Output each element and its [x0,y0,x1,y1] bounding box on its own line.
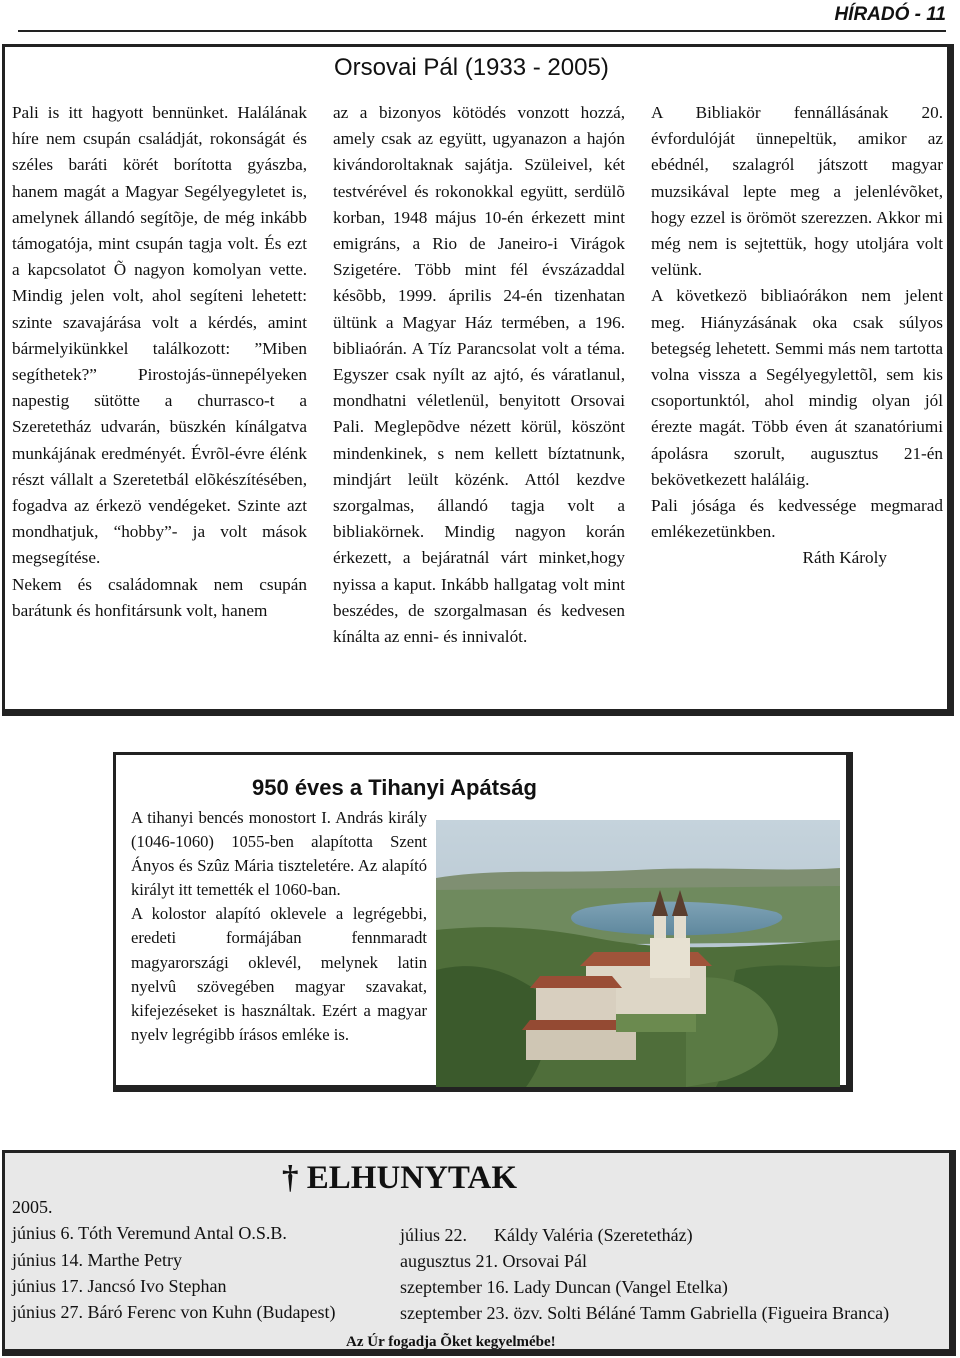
deaths-entry: június 27. Báró Ferenc von Kuhn (Budapest) [12,1302,336,1322]
paragraph: Pali is itt hagyott bennünket. Halálának híre nem csupán családját, rokonságát és széles baráti körét borította gyászba, hanem magát a Magyar Segélyegyletet is, amelynek állandó segítõje, de még inkább támogatója, mint csupán tagja volt. És ezt a kapcsolatot Õ nagyon komolyan vette. Mindig jelen volt, ahol segíteni lehetett: szinte szavajárása volt a kérdés, amint bármelyikünkkel találkozott: ”Miben segíthetek?” Pirostojás-ünnepélyeken napestig sütötte a churrasco-t a Szeretetház udvarán, büszkén kínálgatva munkájának eredményét. Évrõl-évre élénk részt vállalt a Szeretetbál elõkészítésében, fogadva az érkezö vendégeket. Szinte azt mondhatjuk, “hobby”- ja volt mások megsegítése. [12,103,307,568]
obituary-column-1 [12,100,307,624]
abbey-photo [436,820,840,1087]
signature: Ráth Károly [802,548,887,568]
obituary-column-2 [333,100,625,650]
paragraph: A következö bibliaórákon nem jelent meg. Hiányzásának oka csak súlyos betegség lehetett. Semmi más nem tartotta volna vissza a Segélyegylettõl, sem kis csoportunktól, ahol mindig olyan jól érezte magát. Több éven át szanatóriumi ápolásra szorult, augusztus 21-én bekövetkezett haláláig. [651,286,943,489]
obituary-column-3 [651,100,943,572]
paragraph: Nekem és családomnak nem csupán barátunk és honfitársunk volt, hanem [12,574,307,620]
closing-blessing: Az Úr fogadja Õket kegyelmébe! [346,1334,556,1350]
obituary-title: Orsovai Pál (1933 - 2005) [334,54,609,81]
header-rule [18,30,946,32]
deaths-entry: augusztus 21. Orsovai Pál [400,1251,587,1271]
paragraph: A kolostor alapító oklevele a legrégebbi, eredeti formájában fennmaradt magyarországi oklevél, melynek latin nyelvû szövegében magyar szavakat, kifejezéseket is használtak. Ezért a magyar nyelv legrégibb írásos emléke is. [131,904,427,1044]
deaths-entry: június 17. Jancsó Ivo Stephan [12,1276,227,1296]
paragraph: A Bibliakör fennállásának 20. évfordulóját ünnepeltük, amikor az ebédnél, szalagról játszott magyar muzsikával lepte meg a jelenlévõket, hogy ezzel is örömöt szerezzen. Akkor mi még nem is sejtettük, hogy utoljára volt velünk. [651,103,943,280]
deaths-entry: szeptember 16. Lady Duncan (Vangel Etelka) [400,1277,728,1297]
deaths-entry: szeptember 23. özv. Solti Béláné Tamm Gabriella (Figueira Branca) [400,1303,890,1323]
deaths-entry: június 14. Marthe Petry [12,1250,182,1270]
deaths-entry: június 6. Tóth Veremund Antal O.S.B. [12,1223,287,1243]
deaths-entry: július 22. Káldy Valéria (Szeretetház) [400,1225,693,1245]
paragraph: Pali jósága és kedvessége megmarad emlékezetünkben. [651,496,943,542]
tihany-text [131,806,427,1047]
paragraph: A tihanyi bencés monostort I. András király (1046-1060) 1055-ben alapította Szent Ányos és Szûz Mária tiszteletére. Az alapító királyt itt temették el 1060-ban. [131,808,427,900]
deaths-year: 2005. [12,1197,53,1217]
deaths-title: † ELHUNYTAK [282,1160,517,1196]
paragraph: az a bizonyos kötödés vonzott hozzá, amely csak az együtt, ugyanazon a hajón kivándoroltaknak sajátja. Szüleivel, két testvérével és rokonokkal együtt, serdülõ korban, 1948 május 10-én érkezett mint emigráns, a Rio de Janeiro-i Virágok Szigetére. Több mint fél évszázaddal késõbb, 1999. április 24-én tizenhatan ültünk a Magyar Ház termében, a 196. bibliaórán. A Tíz Parancsolat volt a téma. Egyszer csak nyílt az ajtó, és váratlanul, mondhatni véletlenül, benyitott Orsovai Pali. Meglepõdve nézett körül, köszönt mindenkinek, s nem kellett bíztatnunk, mindjárt leült közénk. Attól kezdve szorgalmas, állandó tagja volt a bibliakörnek. Mindig nagyon korán érkezett, a bejáratnál várt minket,hogy nyissa a kaput. Inkább hallgatag volt mint beszédes, de szorgalmasan és kedvesen kínálta az enni- és innivalót. [333,103,625,647]
page-header-label: HÍRADÓ - 11 [834,4,946,25]
tihany-title: 950 éves a Tihanyi Apátság [252,775,537,800]
